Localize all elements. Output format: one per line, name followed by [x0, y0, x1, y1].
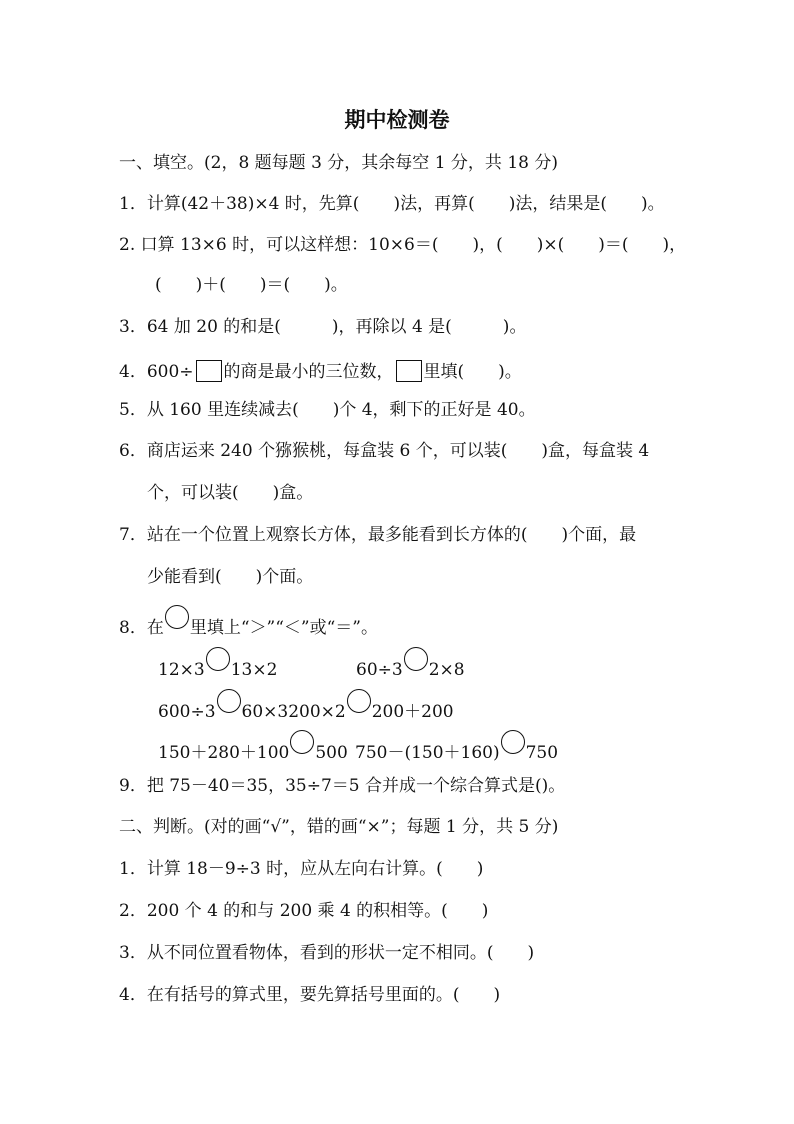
- expr-right: 13×2: [230, 660, 278, 680]
- question-3: 3．64 加 20 的和是( )，再除以 4 是( )。: [119, 317, 527, 337]
- expr-right: 200＋200: [371, 702, 454, 722]
- section1-header: 一、填空。(2，8 题每题 3 分，其余每空 1 分，共 18 分): [119, 153, 558, 173]
- question-4-prefix: 4．600÷: [119, 362, 194, 382]
- question-5: 5．从 160 里连续减去( )个 4，剩下的正好是 40。: [119, 400, 536, 420]
- expr-left: 12×3: [158, 660, 205, 680]
- judge-3: 3．从不同位置看物体，看到的形状一定不相同。( ): [119, 943, 535, 963]
- question-7-line2: 少能看到( )个面。: [147, 567, 314, 587]
- question-1: 1．计算(42＋38)×4 时，先算( )法，再算( )法，结果是( )。: [119, 194, 665, 214]
- question-2-line1: 2. 口算 13×6 时，可以这样想：10×6＝( )，( )×( )＝( )，: [119, 235, 687, 255]
- expr-middle: 60×3200×2: [241, 702, 346, 722]
- judge-2: 2．200 个 4 的和与 200 乘 4 的积相等。( ): [119, 901, 489, 921]
- compare-6: [355, 737, 558, 764]
- answer-box: [196, 360, 222, 382]
- question-7-line1: 7．站在一个位置上观察长方体，最多能看到长方体的( )个面，最: [119, 525, 637, 545]
- judge-4: 4．在有括号的算式里，要先算括号里面的。( ): [119, 985, 501, 1005]
- judge-1: 1．计算 18－9÷3 时，应从左向右计算。( ): [119, 859, 484, 879]
- question-9: 9．把 75－40＝35，35÷7＝5 合并成一个综合算式是()。: [119, 776, 566, 796]
- expr-right: 2×8: [428, 660, 465, 680]
- expr-left: 150＋280＋100: [158, 743, 290, 763]
- expr-right: 500: [315, 743, 348, 763]
- question-8: [119, 612, 378, 639]
- compare-1: [158, 654, 277, 681]
- compare-2: [356, 654, 465, 681]
- page-title: 期中检测卷: [344, 108, 450, 132]
- question-6-line1: 6．商店运来 240 个猕猴桃，每盒装 6 个，可以装( )盒，每盒装 4: [119, 441, 650, 461]
- question-8-prefix: 8．在: [119, 618, 164, 638]
- compare-3-4: [158, 696, 454, 723]
- compare-circle: [347, 689, 371, 713]
- section2-header: 二、判断。(对的画“√”，错的画“×”；每题 1 分，共 5 分): [119, 817, 559, 837]
- question-6-line2: 个，可以装( )盒。: [147, 483, 314, 503]
- compare-circle: [501, 730, 525, 754]
- compare-5: [158, 737, 348, 764]
- question-4-middle: 的商是最小的三位数，: [223, 362, 394, 382]
- compare-circle: [165, 605, 189, 629]
- question-4-suffix: 里填( )。: [423, 362, 522, 382]
- expr-right: 750: [525, 743, 559, 763]
- question-2-line2: ( )＋( )＝( )。: [155, 275, 348, 295]
- compare-circle: [404, 647, 428, 671]
- question-8-suffix: 里填上“＞”“＜”或“＝”。: [189, 618, 378, 638]
- expr-left: 60÷3: [356, 660, 403, 680]
- compare-circle: [206, 647, 230, 671]
- answer-box: [396, 360, 422, 382]
- compare-circle: [290, 730, 314, 754]
- expr-left: 600÷3: [158, 702, 216, 722]
- expr-left: 750－(150＋160): [355, 743, 500, 763]
- question-4: [119, 360, 522, 383]
- compare-circle: [217, 689, 241, 713]
